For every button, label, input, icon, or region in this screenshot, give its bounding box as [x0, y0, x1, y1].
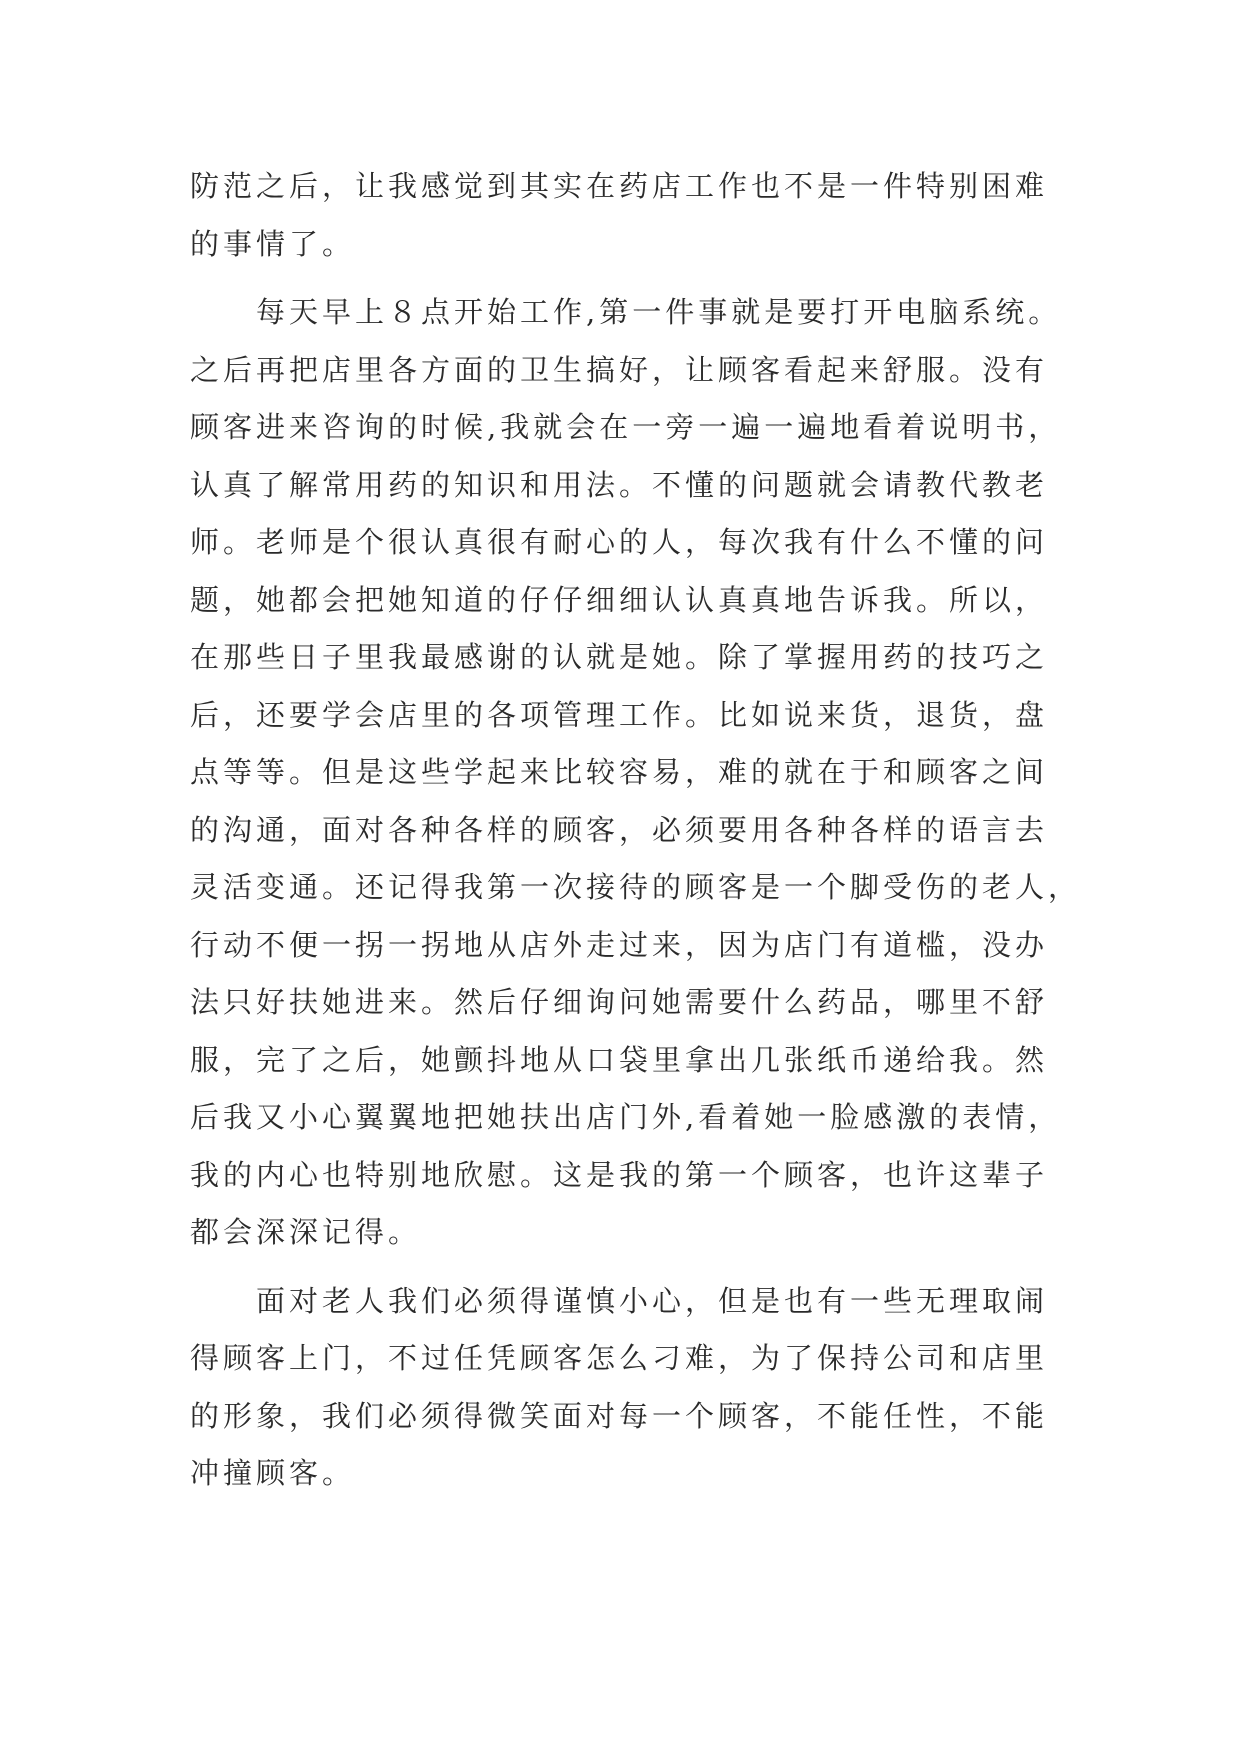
text-line: 点等等。但是这些学起来比较容易，难的就在于和顾客之间 — [190, 755, 1049, 789]
paragraph-2 — [190, 284, 1082, 1262]
text-line: 每天早上８点开始工作,第一件事就是要打开电脑系统。 — [190, 295, 1062, 329]
text-line: 之后再把店里各方面的卫生搞好，让顾客看起来舒服。没有 — [190, 352, 1049, 387]
text-line: 冲撞顾客。 — [190, 1456, 356, 1490]
text-line: 都会深深记得。 — [190, 1215, 422, 1249]
paragraph-3 — [190, 1273, 1050, 1503]
paragraph-spacer — [190, 273, 1050, 284]
text-line: 防范之后，让我感觉到其实在药店工作也不是一件特别困难 — [190, 169, 1049, 203]
text-line: 题，她都会把她知道的仔仔细细认认真真地告诉我。所以， — [190, 582, 1049, 617]
text-line: 在那些日子里我最感谢的认就是她。除了掌握用药的技巧之 — [190, 640, 1049, 674]
text-line: 行动不便一拐一拐地从店外走过来，因为店门有道槛，没办 — [190, 927, 1049, 962]
text-line: 师。老师是个很认真很有耐心的人，每次我有什么不懂的问 — [190, 525, 1049, 559]
text-line: 后，还要学会店里的各项管理工作。比如说来货，退货，盘 — [190, 697, 1049, 732]
body-text — [190, 158, 1082, 1503]
text-line: 顾客进来咨询的时候,我就会在一旁一遍一遍地看着说明书， — [190, 410, 1062, 444]
text-line: 的沟通，面对各种各样的顾客，必须要用各种各样的语言去 — [190, 812, 1049, 847]
text-line: 的形象，我们必须得微笑面对每一个顾客，不能任性，不能 — [190, 1398, 1049, 1433]
text-line: 面对老人我们必须得谨慎小心，但是也有一些无理取闹 — [190, 1283, 1049, 1318]
text-line: 灵活变通。还记得我第一次接待的顾客是一个脚受伤的老人， — [190, 870, 1082, 904]
text-line: 的事情了。 — [190, 226, 356, 261]
text-line: 法只好扶她进来。然后仔细询问她需要什么药品，哪里不舒 — [190, 985, 1049, 1019]
text-line: 后我又小心翼翼地把她扶出店门外,看着她一脸感激的表情， — [190, 1100, 1062, 1134]
text-line: 我的内心也特别地欣慰。这是我的第一个顾客，也许这辈子 — [190, 1157, 1049, 1192]
paragraph-spacer — [190, 1262, 1050, 1273]
text-line: 认真了解常用药的知识和用法。不懂的问题就会请教代教老 — [190, 467, 1049, 502]
text-line: 服，完了之后，她颤抖地从口袋里拿出几张纸币递给我。然 — [190, 1042, 1049, 1077]
text-line: 得顾客上门，不过任凭顾客怎么刁难，为了保持公司和店里 — [190, 1341, 1049, 1375]
paragraph-1 — [190, 158, 1050, 273]
